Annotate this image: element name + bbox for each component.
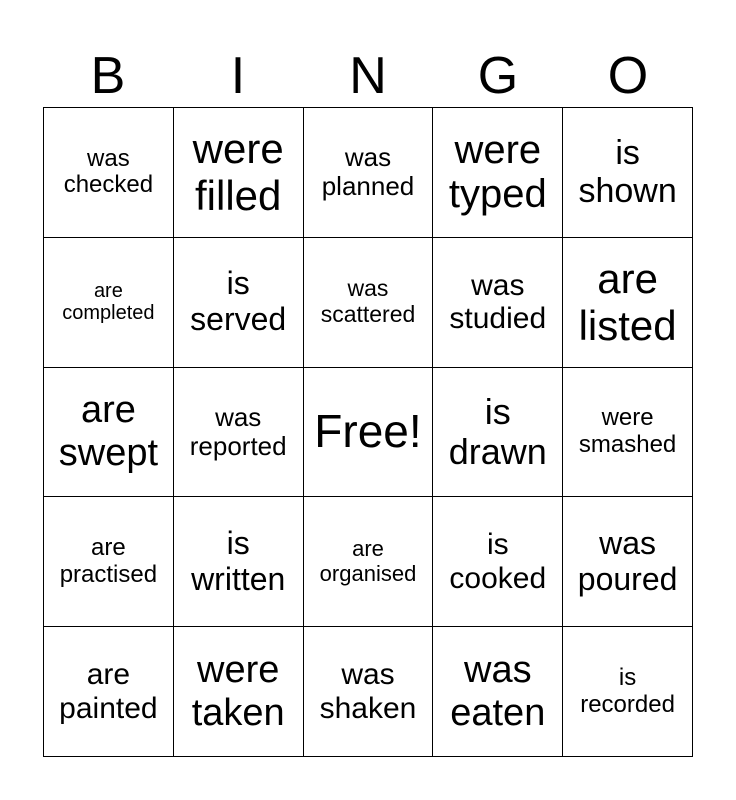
bingo-cell[interactable] [174,238,304,368]
header-letter-b: B [90,47,126,105]
cell-line-1: is [484,390,511,432]
cell-line-1: are [86,658,131,691]
cell-line-2: poured [577,560,678,597]
cell-line-1: were [197,649,280,692]
cell-line-1: was [341,658,395,691]
cell-line-1: are [352,536,384,562]
cell-line-2: reported [189,430,287,461]
cell-line-2: taken [191,691,285,734]
bingo-cell[interactable] [174,108,304,238]
cell-line-1: was [464,649,532,692]
bingo-cell[interactable] [304,238,434,368]
cell-line-1: are [93,279,123,302]
cell-line-2: studied [449,302,547,336]
cell-line-2: written [191,560,286,597]
cell-line-1: is [618,663,637,691]
cell-line-2: filled [195,172,282,220]
header-letter-o: O [607,47,649,105]
bingo-cell[interactable] [44,368,174,498]
bingo-cell[interactable] [433,238,563,368]
bingo-cell[interactable] [563,238,693,368]
cell-line-2: planned [321,171,415,202]
bingo-cell[interactable] [433,108,563,238]
cell-line-2: practised [59,560,158,588]
cell-line-2: eaten [450,691,546,734]
cell-line-1: were [192,125,284,173]
cell-line-1: was [471,268,525,302]
bingo-cell[interactable] [563,627,693,757]
bingo-cell[interactable] [433,627,563,757]
bingo-cell[interactable] [44,627,174,757]
cell-line-1: are [597,255,658,303]
bingo-cell[interactable] [304,627,434,757]
cell-line-2: cooked [449,561,547,595]
bingo-cell[interactable] [44,108,174,238]
bingo-cell[interactable] [433,497,563,627]
bingo-cell[interactable] [433,368,563,498]
bingo-cell[interactable] [44,238,174,368]
cell-line-2: painted [59,691,158,725]
cell-line-2: completed [62,302,155,325]
bingo-board [43,107,693,757]
header-letter-g: G [477,47,519,105]
cell-line-2: listed [578,302,677,350]
cell-line-1: was [344,142,392,173]
cell-line-2: smashed [578,430,677,458]
header-letter-n: N [349,47,387,105]
bingo-cell[interactable] [563,368,693,498]
bingo-cell[interactable] [174,627,304,757]
bingo-cell[interactable] [174,497,304,627]
free-space-label: Free! [314,405,422,458]
cell-line-1: are [91,533,126,561]
cell-line-1: was [347,275,389,302]
cell-line-1: is [226,265,250,302]
cell-line-1: were [601,404,654,432]
cell-line-1: were [454,127,542,172]
header-letter-i: I [230,47,246,105]
bingo-cell[interactable] [304,497,434,627]
cell-line-2: shown [578,172,677,211]
bingo-cell[interactable] [563,108,693,238]
cell-line-2: shaken [319,691,417,725]
cell-line-1: are [80,389,136,432]
free-space-cell[interactable] [304,368,434,498]
bingo-cell[interactable] [44,497,174,627]
bingo-header [43,44,693,108]
cell-line-1: is [486,528,509,562]
cell-line-2: checked [63,171,154,199]
cell-line-2: drawn [448,430,547,472]
cell-line-2: typed [448,172,547,217]
cell-line-1: is [226,524,250,561]
cell-line-2: recorded [580,690,675,718]
bingo-cell[interactable] [563,497,693,627]
cell-line-2: served [190,301,287,338]
cell-line-1: is [615,134,640,173]
cell-line-2: organised [319,560,417,586]
cell-line-1: was [87,144,130,172]
bingo-cell[interactable] [174,368,304,498]
cell-line-1: was [599,524,657,561]
bingo-cell[interactable] [304,108,434,238]
cell-line-2: swept [58,431,159,474]
cell-line-2: scattered [320,301,416,328]
cell-line-1: was [215,401,262,432]
